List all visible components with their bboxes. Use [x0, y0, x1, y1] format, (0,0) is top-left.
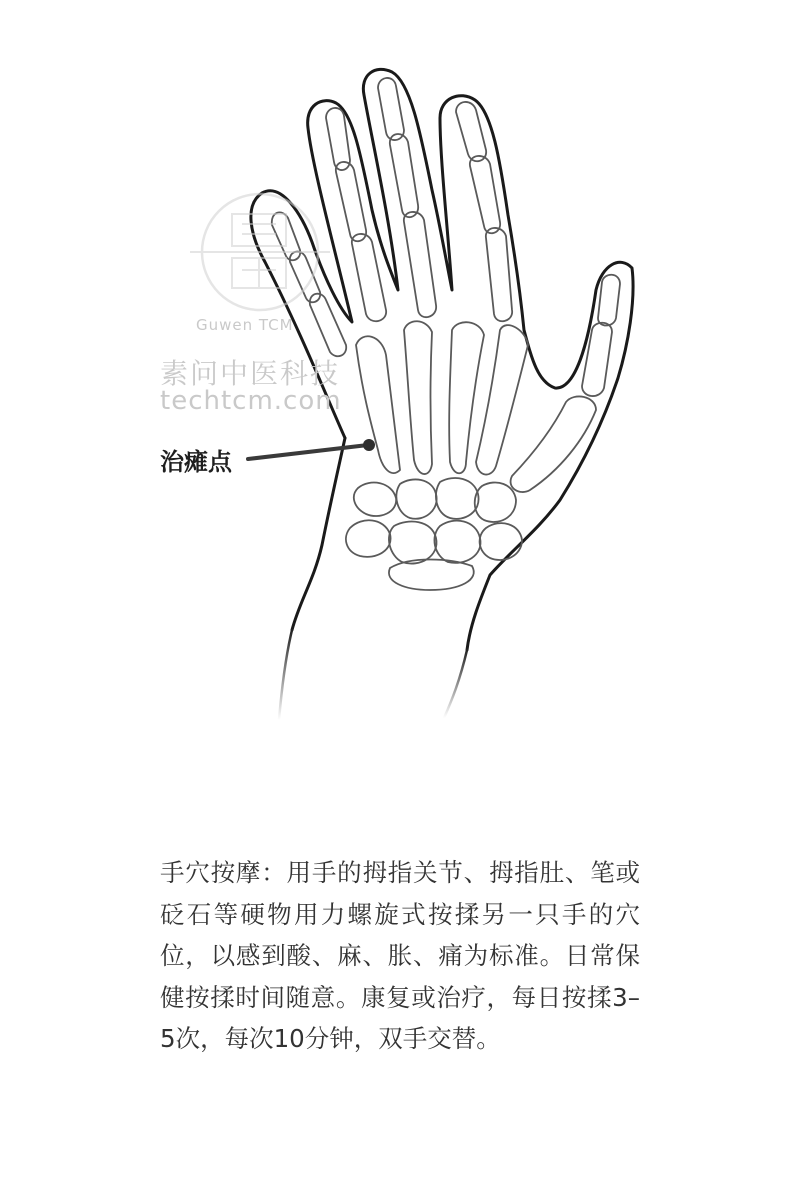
massage-instructions: 手穴按摩：用手的拇指关节、拇指肚、笔或砭石等硬物用力螺旋式按揉另一只手的穴位，以感到酸、麻、胀、痛为标准。日常保健按揉时间随意。康复或治疗，每日按揉3–5次，每次10分钟，双手交替。	[160, 858, 640, 1053]
watermark-seal-icon	[190, 190, 330, 330]
watermark-chinese: 素问中医科技	[160, 357, 341, 390]
metacarpal-bones	[356, 321, 528, 474]
wrist-outline-left	[292, 438, 345, 630]
watermark-latin: Guwen TCM	[196, 316, 294, 334]
leader-line	[248, 445, 368, 459]
forearm-fade-left	[279, 630, 292, 720]
forearm-fade-right	[444, 650, 467, 718]
carpal-bones	[346, 478, 522, 590]
acupoint-label: 治瘫点	[160, 448, 232, 476]
acupoint-marker-dot	[363, 439, 375, 451]
watermark-url: techtcm.com	[160, 386, 342, 416]
